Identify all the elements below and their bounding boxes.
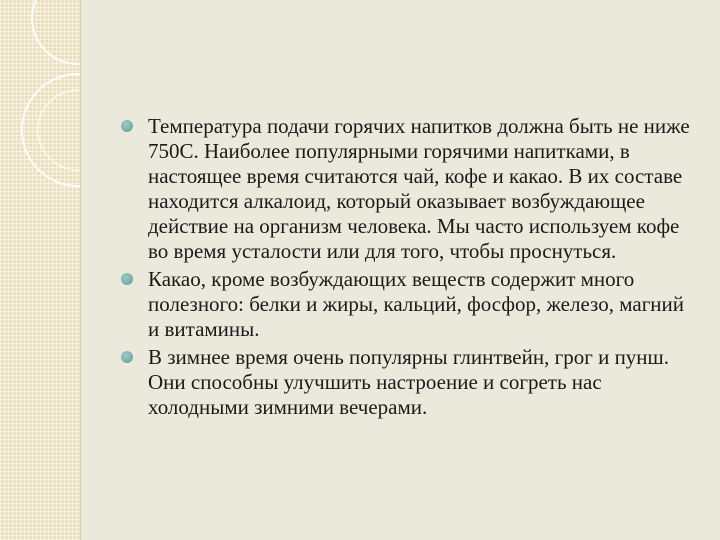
list-item <box>120 114 700 264</box>
decorative-sidebar <box>0 0 80 540</box>
bullet-list <box>120 114 700 420</box>
sidebar-divider <box>80 0 81 540</box>
list-item <box>120 267 700 342</box>
slide-body <box>120 114 700 423</box>
teal-circle-bullet-icon <box>121 120 133 132</box>
teal-circle-bullet-icon <box>121 273 133 285</box>
concentric-circles-decoration-icon <box>0 0 80 200</box>
bullet-text: В зимнее время очень популярны глинтвейн, грог и пунш. Они способны улучшить настроение и согреть нас холодными зимними вечерами. <box>148 345 669 419</box>
teal-circle-bullet-icon <box>121 351 133 363</box>
bullet-text: Температура подачи горячих напитков должна быть не ниже 750С. Наиболее популярными горячими напитками, в настоящее время считаются чай, кофе и какао. В их составе находится алкалоид, который оказывает возбуждающее действие на организм человека. Мы часто используем кофе во время усталости или для того, чтобы проснуться. <box>148 114 690 263</box>
bullet-text: Какао, кроме возбуждающих веществ содержит много полезного: белки и жиры, кальций, фосфор, железо, магний и витамины. <box>148 267 685 341</box>
list-item <box>120 345 700 420</box>
